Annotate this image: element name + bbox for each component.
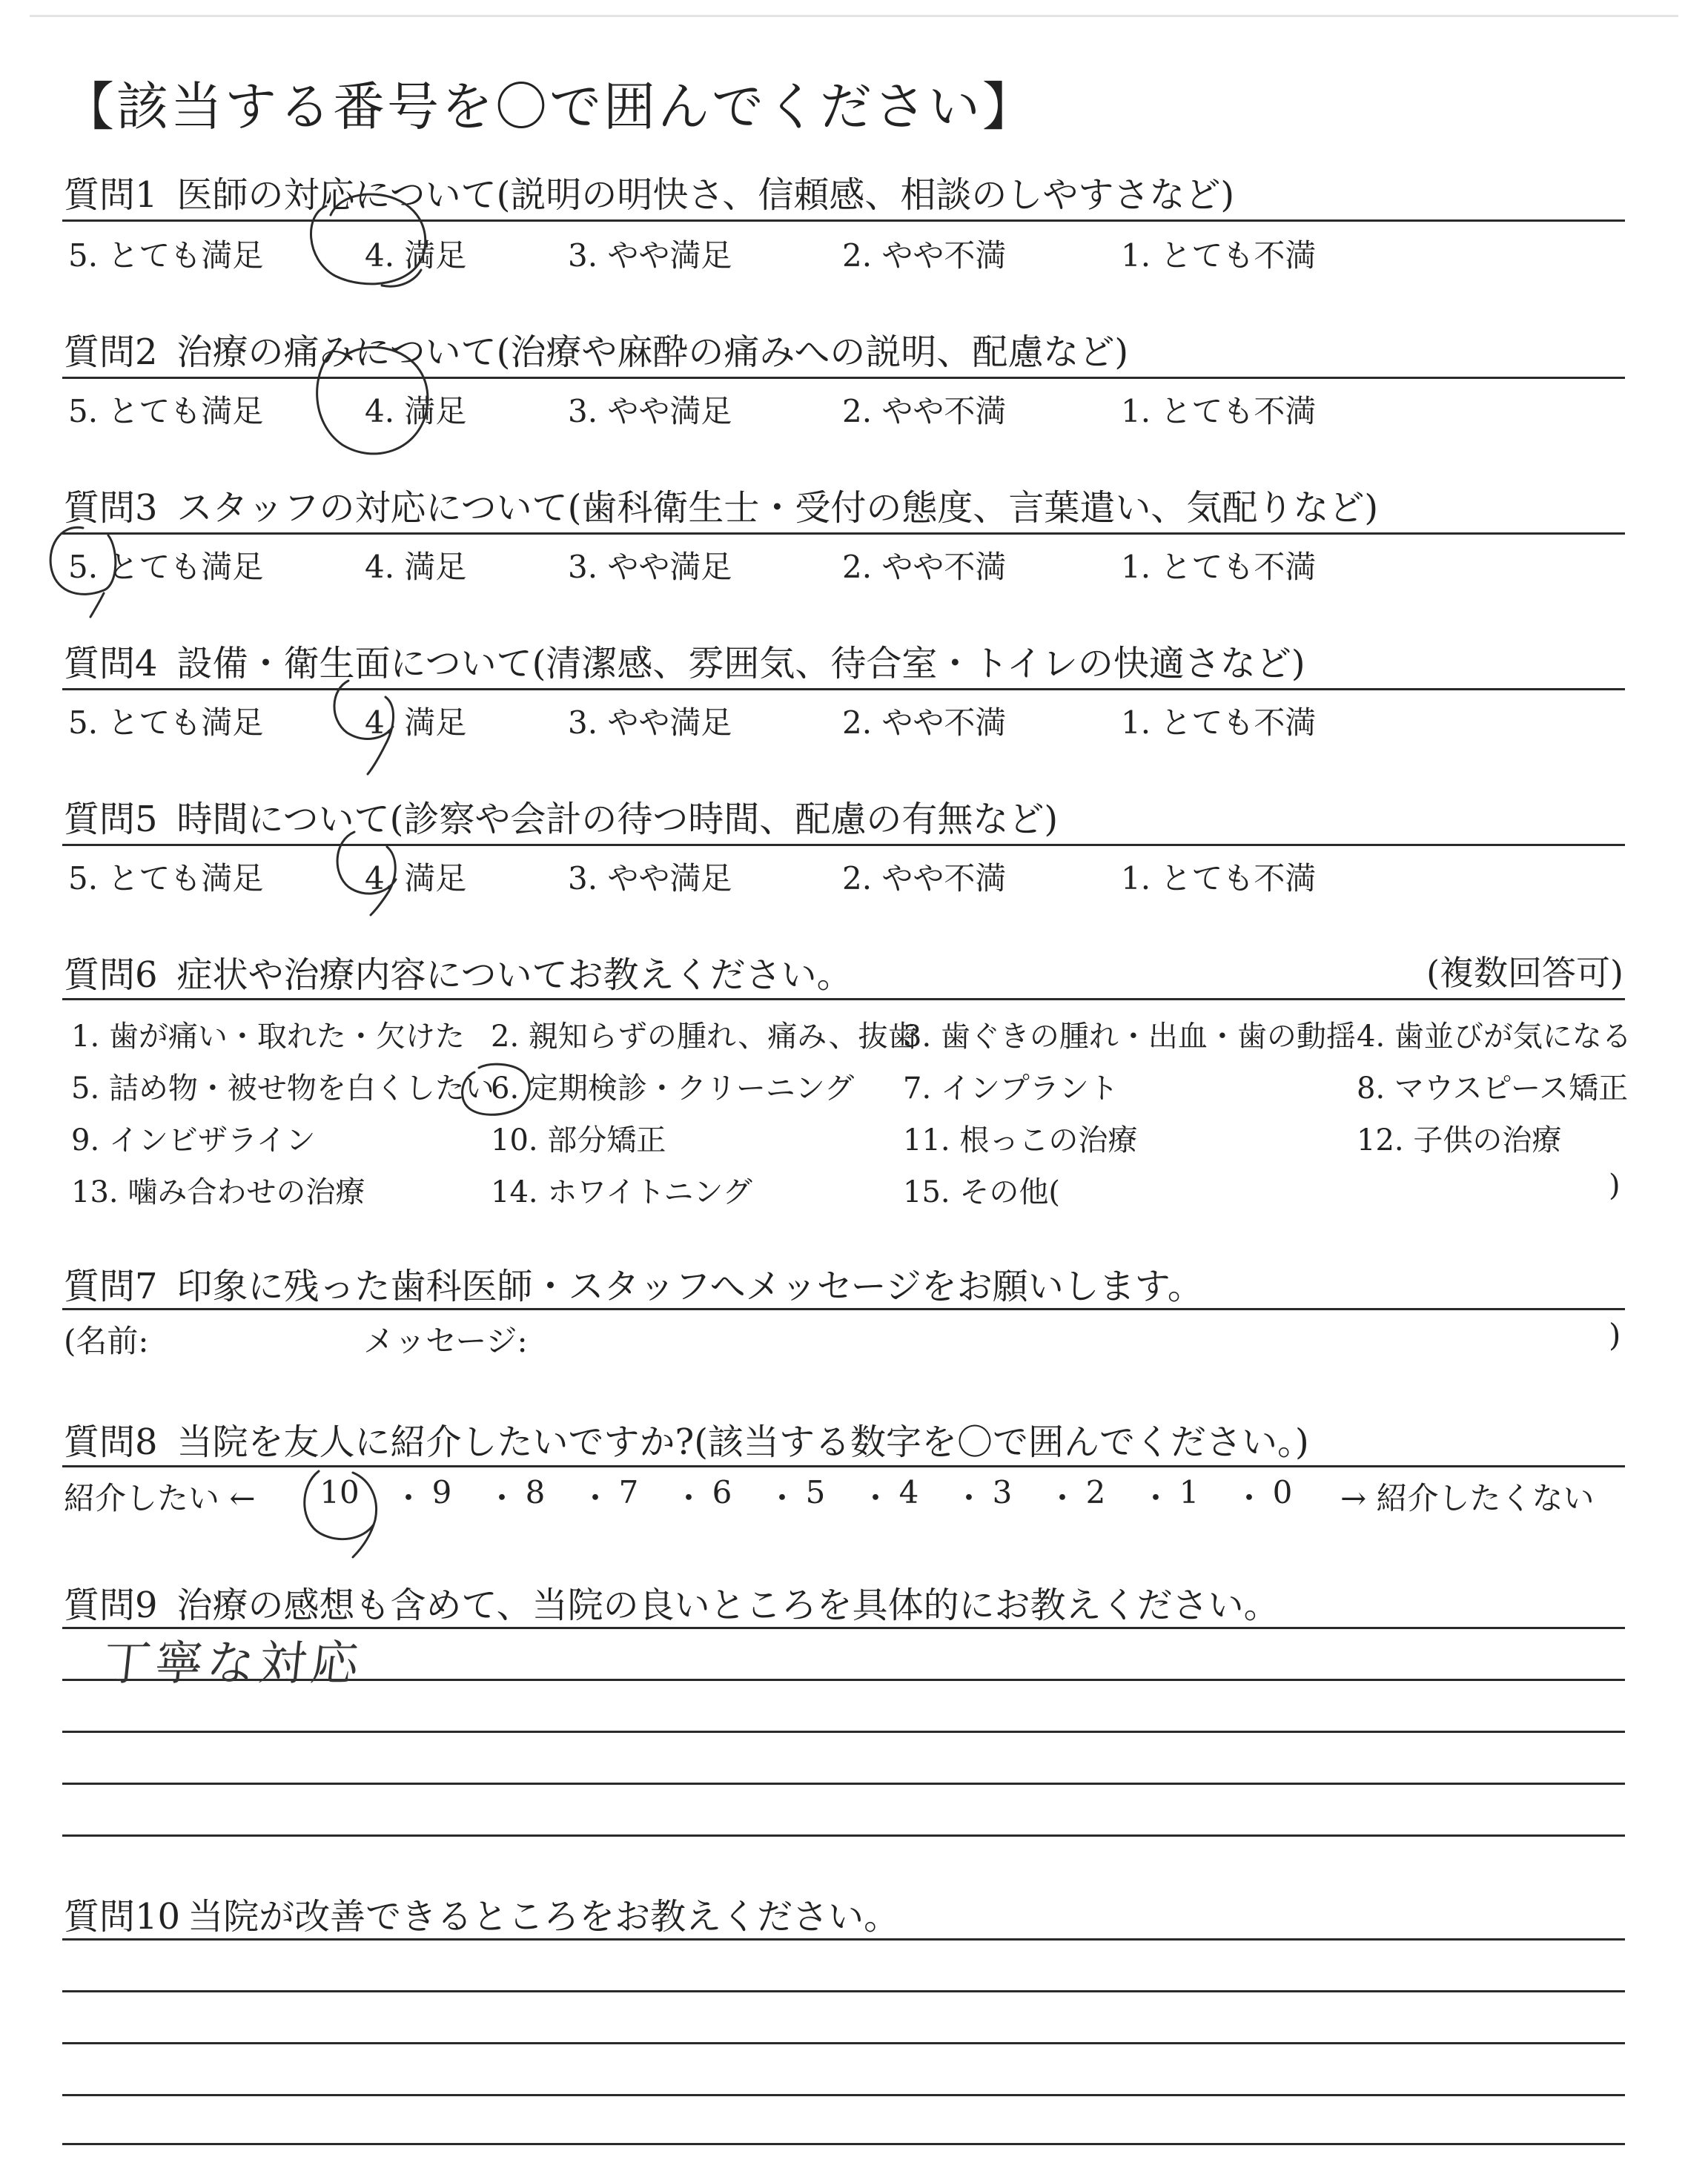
question-title [64, 1888, 899, 1939]
question-number: 質問10 [64, 1896, 181, 1938]
option-1[interactable]: 1. とても不満 [1121, 860, 1317, 896]
message-close-paren: ) [1609, 1317, 1621, 1353]
question-number: 質問1 [64, 174, 158, 216]
message-field-label[interactable]: メッセージ: [363, 1323, 528, 1359]
answer-line[interactable] [62, 1938, 1625, 1941]
option-3[interactable]: 3. やや満足 [568, 549, 732, 585]
answer-line[interactable] [62, 1783, 1625, 1785]
question-number: 質問3 [64, 487, 158, 529]
question-text: 当院が改善できるところをお教えください。 [188, 1896, 900, 1938]
question-text: 印象に残った歯科医師・スタッフへメッセージをお願いします。 [176, 1266, 1203, 1307]
question-number: 質問8 [64, 1421, 158, 1463]
symptom-option[interactable]: 8. マウスピース矯正 [1357, 1071, 1629, 1106]
answer-line[interactable] [62, 1731, 1625, 1733]
question-text: 設備・衛生面について(清潔感、雰囲気、待合室・トイレの快適さなど) [176, 643, 1305, 684]
question-text: 治療の痛みについて(治療や麻酔の痛みへの説明、配慮など) [176, 331, 1129, 373]
symptom-option[interactable]: 13. 噛み合わせの治療 [71, 1175, 365, 1209]
scale-5[interactable]: 5 [805, 1474, 826, 1510]
scale-separator: ・ [580, 1480, 612, 1516]
scan-edge [30, 15, 1678, 17]
option-2[interactable]: 2. やや不満 [842, 549, 1007, 585]
answer-rule [62, 532, 1625, 535]
question-title [64, 323, 1128, 374]
symptom-option[interactable]: 14. ホワイトニング [491, 1175, 752, 1209]
handwritten-answer: 丁寧な対応 [100, 1636, 366, 1691]
option-2[interactable]: 2. やや不満 [842, 860, 1007, 896]
option-5[interactable]: 5. とても満足 [68, 237, 264, 274]
scale-separator: ・ [1047, 1480, 1079, 1516]
option-4[interactable]: 4. 満足 [365, 549, 467, 585]
symptom-option[interactable]: 7. インプラント [903, 1071, 1119, 1106]
question-text: 症状や治療内容についてお教えください。 [176, 954, 853, 996]
scale-7[interactable]: 7 [618, 1474, 639, 1510]
answer-rule [62, 219, 1625, 222]
scale-separator: ・ [1140, 1480, 1172, 1516]
symptom-option[interactable]: 12. 子供の治療 [1357, 1123, 1562, 1157]
answer-line[interactable] [62, 2143, 1625, 2145]
question-text: 時間について(診察や会計の待つ時間、配慮の有無など) [176, 799, 1059, 840]
option-2[interactable]: 2. やや不満 [842, 393, 1007, 429]
question-title [64, 946, 853, 997]
question-text: スタッフの対応について(歯科衛生士・受付の態度、言葉遣い、気配りなど) [176, 487, 1379, 529]
option-4[interactable]: 4. 満足 [365, 860, 467, 896]
option-2[interactable]: 2. やや不満 [842, 237, 1007, 274]
option-5[interactable]: 5. とても満足 [68, 549, 264, 585]
question-text: 当院を友人に紹介したいですか?(該当する数字を〇で囲んでください。) [176, 1421, 1309, 1463]
answer-line[interactable] [62, 1834, 1625, 1837]
option-4[interactable]: 4. 満足 [365, 393, 467, 429]
scale-separator: ・ [860, 1480, 892, 1516]
symptom-option[interactable]: 1. 歯が痛い・取れた・欠けた [71, 1020, 465, 1054]
option-1[interactable]: 1. とても不満 [1121, 549, 1317, 585]
option-2[interactable]: 2. やや不満 [842, 704, 1007, 741]
option-1[interactable]: 1. とても不満 [1121, 237, 1317, 274]
option-4[interactable]: 4. 満足 [365, 237, 467, 274]
option-3[interactable]: 3. やや満足 [568, 393, 732, 429]
symptom-option-other[interactable]: 15. その他( [903, 1175, 1060, 1209]
question-number: 質問6 [64, 954, 158, 996]
symptom-option[interactable]: 10. 部分矯正 [491, 1123, 666, 1157]
scale-separator: ・ [1234, 1480, 1265, 1516]
scale-separator: ・ [486, 1480, 518, 1516]
question-title [64, 790, 1058, 842]
answer-rule [62, 1465, 1625, 1467]
scale-8[interactable]: 8 [525, 1474, 546, 1510]
option-3[interactable]: 3. やや満足 [568, 704, 732, 741]
symptom-option[interactable]: 9. インビザライン [71, 1123, 316, 1157]
other-close-paren: ) [1609, 1169, 1621, 1203]
scale-10[interactable]: 10 [320, 1474, 360, 1510]
question-number: 質問7 [64, 1266, 158, 1307]
question-title [64, 166, 1234, 217]
scale-1[interactable]: 1 [1179, 1474, 1199, 1510]
page-heading: 【該当する番号を〇で囲んでください】 [62, 76, 1036, 137]
answer-line[interactable] [62, 2042, 1625, 2044]
question-number: 質問9 [64, 1585, 158, 1626]
scale-3[interactable]: 3 [992, 1474, 1013, 1510]
scale-4[interactable]: 4 [898, 1474, 919, 1510]
scale-9[interactable]: 9 [431, 1474, 452, 1510]
option-3[interactable]: 3. やや満足 [568, 860, 732, 896]
scale-2[interactable]: 2 [1085, 1474, 1106, 1510]
multiple-answers-note: (複数回答可) [1426, 953, 1623, 993]
question-text: 医師の対応について(説明の明快さ、信頼感、相談のしやすさなど) [176, 174, 1235, 216]
symptom-option[interactable]: 6. 定期検診・クリーニング [491, 1071, 855, 1106]
scale-separator: ・ [953, 1480, 985, 1516]
answer-rule [62, 1308, 1625, 1310]
not-recommend-label: → 紹介したくない [1340, 1480, 1595, 1516]
option-3[interactable]: 3. やや満足 [568, 237, 732, 274]
question-number: 質問4 [64, 643, 158, 684]
option-5[interactable]: 5. とても満足 [68, 860, 264, 896]
question-title [64, 1258, 1203, 1309]
answer-rule [62, 998, 1625, 1000]
scale-separator: ・ [767, 1480, 798, 1516]
option-5[interactable]: 5. とても満足 [68, 393, 264, 429]
question-title [64, 479, 1378, 530]
question-title [64, 635, 1305, 686]
recommend-label: 紹介したい ← [64, 1480, 256, 1516]
question-number: 質問2 [64, 331, 158, 373]
scale-separator: ・ [673, 1480, 705, 1516]
answer-rule [62, 688, 1625, 690]
option-5[interactable]: 5. とても満足 [68, 704, 264, 741]
symptom-option[interactable]: 3. 歯ぐきの腫れ・出血・歯の動揺 [903, 1020, 1356, 1054]
symptom-option[interactable]: 5. 詰め物・被せ物を白くしたい [71, 1071, 494, 1106]
scale-6[interactable]: 6 [712, 1474, 732, 1510]
option-1[interactable]: 1. とても不満 [1121, 393, 1317, 429]
answer-line[interactable] [62, 1990, 1625, 1992]
answer-line[interactable] [62, 2094, 1625, 2096]
scale-0[interactable]: 0 [1272, 1474, 1293, 1510]
question-title [64, 1413, 1309, 1464]
option-1[interactable]: 1. とても不満 [1121, 704, 1317, 741]
name-field-label[interactable]: (名前: [64, 1323, 149, 1359]
symptom-option[interactable]: 11. 根っこの治療 [903, 1123, 1138, 1157]
question-text: 治療の感想も含めて、当院の良いところを具体的にお教えください。 [176, 1585, 1280, 1626]
option-4[interactable]: 4. 満足 [365, 704, 467, 741]
symptom-option[interactable]: 2. 親知らずの腫れ、痛み、抜歯 [491, 1020, 918, 1054]
symptom-option[interactable]: 4. 歯並びが気になる [1357, 1020, 1632, 1054]
answer-rule [62, 844, 1625, 846]
question-title [64, 1576, 1280, 1628]
answer-rule [62, 377, 1625, 379]
scale-separator: ・ [393, 1480, 425, 1516]
question-number: 質問5 [64, 799, 158, 840]
